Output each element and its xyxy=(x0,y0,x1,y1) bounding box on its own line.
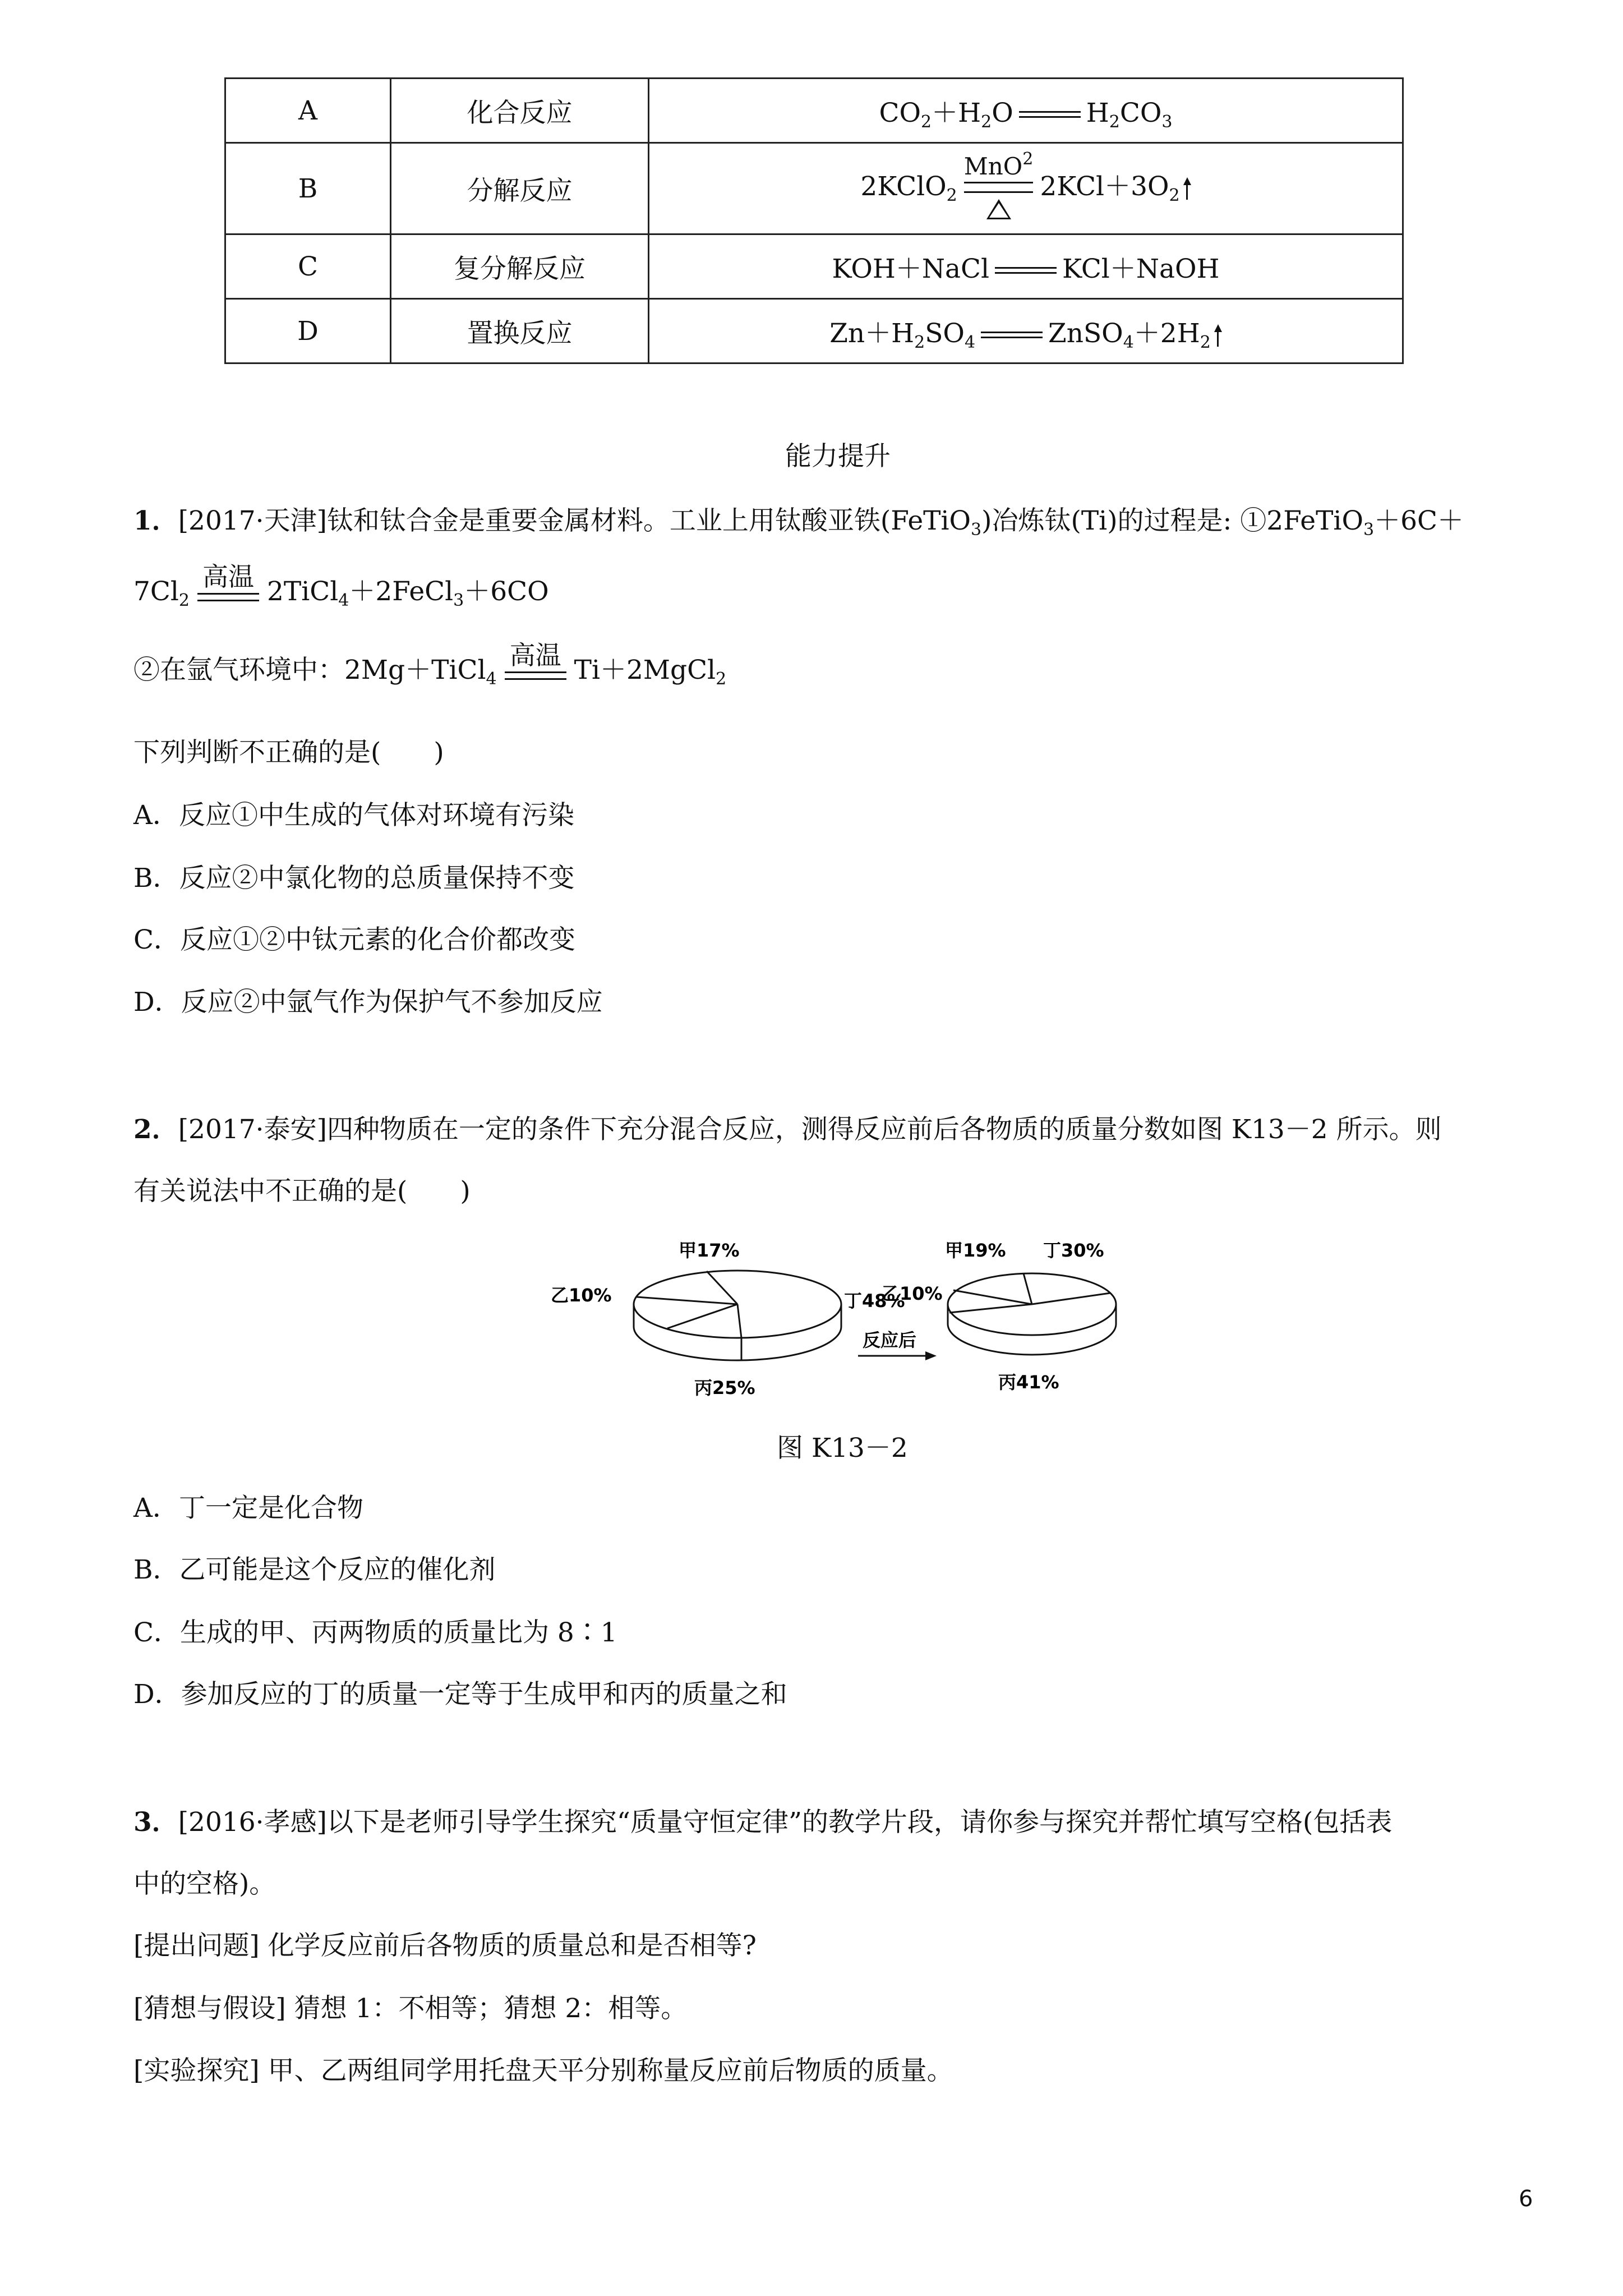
pie-before xyxy=(634,1271,841,1360)
catalyst: MnO xyxy=(963,152,1023,180)
gas-arrow-icon xyxy=(1214,324,1222,347)
option-letter: C xyxy=(225,234,391,299)
q3-experiment: [实验探究] 甲、乙两组同学用托盘天平分别称量反应前后物质的质量。 xyxy=(133,2055,953,2086)
q3-line2: 中的空格)。 xyxy=(133,1869,276,1899)
pie-label-bing-before: 丙25% xyxy=(694,1377,755,1398)
q1-option-b: B．反应②中氯化物的总质量保持不变 xyxy=(133,863,575,894)
q1-option-d: D．反应②中氩气作为保护气不参加反应 xyxy=(133,987,603,1018)
q2-line2: 有关说法中不正确的是( ) xyxy=(133,1176,471,1207)
pie-label-jia-before: 甲17% xyxy=(679,1240,740,1261)
q1-intro-tail: )冶炼钛(Ti)的过程是: ①2FeTiO xyxy=(981,505,1363,536)
catalyst-sup: 2 xyxy=(1022,149,1034,169)
q1-option-a: A．反应①中生成的气体对环境有污染 xyxy=(133,800,574,831)
table-row xyxy=(225,79,1403,143)
q1-eq2-prefix: ②在氩气环境中：2Mg＋TiCl xyxy=(133,655,486,685)
reaction-type: 复分解反应 xyxy=(391,234,649,299)
equation-a: $CO_2+H_2O$ $H_2CO_3$ xyxy=(649,79,1403,143)
heat-triangle-icon xyxy=(986,199,1011,219)
q1-source: [2017·天津] xyxy=(178,505,327,536)
q1-line1: 1．[2017·天津]钛和钛合金是重要金属材料。工业上用钛酸亚铁(FeTiO$_3$)冶炼钛(Ti)的过程是: ①2FeTiO$_3$＋6C＋ xyxy=(133,505,1464,540)
q3-number: 3． xyxy=(133,1807,178,1838)
q2-option-b: B．乙可能是这个反应的催化剂 xyxy=(133,1554,496,1585)
reaction-type: 分解反应 xyxy=(391,143,649,234)
condition-high-temp: 高温 xyxy=(202,562,254,592)
q2-option-a: A．丁一定是化合物 xyxy=(133,1493,363,1524)
q3-line1 xyxy=(133,1807,1393,1838)
equation-c: KOH＋NaCl KCl＋NaOH xyxy=(649,234,1403,299)
reaction-type-table xyxy=(224,77,1404,364)
pie-label-yi-before: 乙10% xyxy=(551,1285,612,1306)
q1-equation1: $7Cl_2$ 高温 2TiCl$_4$＋2FeCl$_3$＋6CO xyxy=(133,562,549,610)
q2-text1: 四种物质在一定的条件下充分混合反应，测得反应前后各物质的质量分数如图 K13－2 所示。则 xyxy=(326,1114,1442,1145)
reaction-type: 化合反应 xyxy=(391,79,649,143)
option-letter: D xyxy=(225,299,391,364)
pie-after xyxy=(948,1273,1116,1355)
q1-intro: 钛和钛合金是重要金属材料。工业上用钛酸亚铁(FeTiO xyxy=(326,505,971,536)
pie-label-ding-before: 丁48% xyxy=(844,1290,905,1312)
q2-source: [2017·泰安] xyxy=(178,1114,327,1145)
q3-text1: 以下是老师引导学生探究“质量守恒定律”的教学片段，请你参与探究并帮忙填写空格(包括表 xyxy=(326,1807,1393,1838)
gas-arrow-icon xyxy=(1183,177,1191,200)
q1-equation2: ②在氩气环境中：2Mg＋TiCl$_4$ 高温 Ti＋2MgCl$_2$ xyxy=(133,640,727,689)
q1-number: 1． xyxy=(133,505,178,536)
q2-option-c: C．生成的甲、丙两物质的质量比为 8∶1 xyxy=(133,1617,617,1648)
option-letter: B xyxy=(225,143,391,234)
q3-problem: [提出问题] 化学反应前后各物质的质量总和是否相等? xyxy=(133,1930,757,1961)
section-title: 能力提升 xyxy=(785,441,891,472)
table-row xyxy=(225,299,1403,364)
equation-d: $Zn+H_2SO_4$ $ZnSO_4+2H_2$ xyxy=(649,299,1403,364)
pie-label-ding-after: 丁30% xyxy=(1043,1240,1104,1261)
q1-intro-end: ＋6C＋ xyxy=(1374,505,1464,536)
q1-question: 下列判断不正确的是( ) xyxy=(133,737,444,768)
q2-option-d: D．参加反应的丁的质量一定等于生成甲和丙的质量之和 xyxy=(133,1679,787,1710)
q1-option-c: C．反应①②中钛元素的化合价都改变 xyxy=(133,924,575,955)
reaction-type: 置换反应 xyxy=(391,299,649,364)
pie-label-jia-after: 甲19% xyxy=(945,1240,1006,1261)
option-letter: A xyxy=(225,79,391,143)
table-row xyxy=(225,143,1403,234)
q3-hypothesis: [猜想与假设] 猜想 1：不相等；猜想 2：相等。 xyxy=(133,1993,688,2024)
condition-high-temp: 高温 xyxy=(509,640,561,670)
pie-chart-figure xyxy=(538,1234,1122,1402)
arrow-label: 反应后 xyxy=(863,1329,917,1351)
figure-caption: 图 K13－2 xyxy=(777,1433,908,1464)
pie-label-yi-after: 乙10% xyxy=(882,1283,943,1304)
pie-label-bing-after: 丙41% xyxy=(998,1372,1059,1393)
q2-number: 2． xyxy=(133,1114,178,1145)
table-row xyxy=(225,234,1403,299)
q2-line1 xyxy=(133,1116,1442,1143)
page-number: 6 xyxy=(1519,2186,1533,2212)
arrow-right-icon xyxy=(925,1351,937,1360)
q3-source: [2016·孝感] xyxy=(178,1807,327,1838)
equation-b: 2KClO$_2$ MnO$^2$ $2KCl+3O_2$ xyxy=(649,143,1403,234)
